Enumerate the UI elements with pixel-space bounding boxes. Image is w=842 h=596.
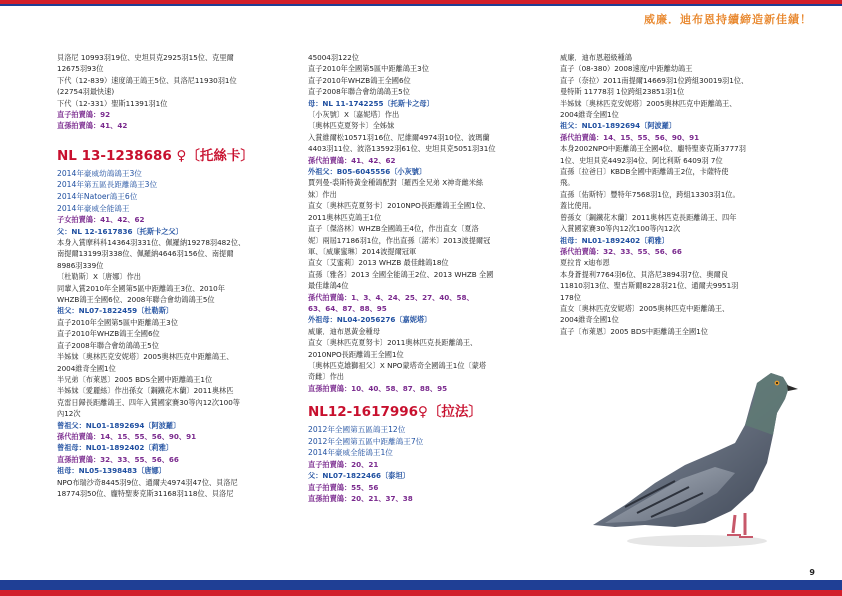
text-line: 直孫〔雅各〕2013 全國全能鴿王2位、2013 WHZB 全國 — [308, 269, 494, 279]
text-line: 曾祖母：NL01-1892402〔莉雅〕 — [57, 443, 174, 453]
text-line: 直子2010年全國第5區中距離鴿王3位 — [308, 64, 429, 74]
text-line: 孫代拍賣鴿：41、42、62 — [308, 155, 396, 165]
text-line: 直子〔布萊恩〕2005 BDS中距離鴿王全國1位 — [560, 326, 708, 336]
text-line: 孫代拍賣鴿：14、15、55、56、90、91 — [560, 132, 700, 142]
text-line: 直子拍賣鴿：20、21 — [308, 459, 379, 469]
right-pedigree — [560, 52, 792, 337]
text-line: 半姊妹〔奧林匹克安妮塔〕2005奧林匹克中距離鴿王、 — [560, 98, 737, 108]
text-line: 母：NL 11-1742255〔托斯卡之母〕 — [308, 98, 434, 108]
text-line: 祖父：NL07-1822459〔杜勒斯〕 — [57, 306, 174, 316]
text-line: 〔奧林匹克雄獅祖父〕X NPO蒙塔奇全國鴿王1位〔蒙塔 — [308, 360, 487, 370]
text-line: 直女〔奧林匹克安妮塔〕2005奧林匹克中距離鴿王、 — [560, 303, 730, 313]
text-line: 直子（奈拉）2011南提爾14669羽1位跨組30019羽1位、 — [560, 75, 749, 85]
text-line: 直子（08-380）2008速度/中距離幼鴿王 — [560, 64, 693, 74]
text-line: 直女〔奧林匹克夏努卡〕2011奧林匹克長距離鴿王、 — [308, 338, 478, 348]
text-line: 直孫拍賣鴿：32、33、55、56、66 — [57, 454, 179, 464]
top-banner — [0, 0, 842, 34]
text-line: 威廉．迪布恩黃金種母 — [308, 326, 380, 336]
text-line: 曾祖父：NL01-1892694〔阿波羅〕 — [57, 420, 181, 430]
text-line: 曾孫女〔鋼鐵花木蘭〕2011奧林匹克長距離鴿王、四年 — [560, 212, 737, 222]
text-line: 63、64、87、88、95 — [308, 303, 387, 313]
text-line: 18774羽50位、龐特聖麥克斯31168羽118位、貝洛尼 — [57, 488, 234, 498]
text-line: (22754羽最快速) — [57, 87, 115, 97]
achievement-line: 2012年全國第五區中距離鴿王7位 — [308, 436, 424, 446]
text-line: 夏拉肯 x迪布恩 — [560, 258, 610, 268]
achievement-line: 2014年豪威全能鴿王1位 — [308, 448, 393, 458]
page-number: 9 — [809, 568, 815, 577]
text-line: 本身蒼提利7764羽6位、貝洛尼3894羽7位、奧爾良 — [560, 269, 728, 279]
text-line: 妹〕作出 — [308, 189, 337, 199]
column-middle — [308, 52, 536, 505]
text-line: 直子2010年WHZB鴿王全國6位 — [308, 75, 411, 85]
text-line: 父：NL07-1822466〔泰坦〕 — [308, 471, 410, 481]
text-line: 同輩入賞2010年全國第5區中距離鴿王3位、2010年 — [57, 283, 225, 293]
text-line: 2004維奇全國1位 — [57, 363, 116, 373]
pigeon-title-toska: NL 13-1238686 ♀〔托絲卡〕 — [57, 147, 254, 164]
text-line: 入賞維爾松10571羽16位、尼維爾4974羽10位、波瑪蘭 — [308, 132, 490, 142]
text-line: 下代（12-331）聖斯11391羽1位 — [57, 98, 168, 108]
text-line: 45004羽122位 — [308, 53, 359, 62]
header-slogan: 威廉．迪布恩持續締造新佳績！ — [644, 13, 812, 26]
text-line: 下代（12-839）速度鴿王鴿王5位、貝洛尼11930羽1位 — [57, 75, 237, 85]
rafa-achievements — [308, 424, 536, 459]
top-blue-stripe — [0, 4, 842, 6]
text-line: 祖母：NL01-1892402〔莉雅〕 — [560, 235, 669, 245]
text-line: 妮〕兩屆17186羽1位，作出直孫〔諾米〕2013波提爾冠 — [308, 235, 491, 245]
bottom-blue-stripe — [0, 580, 842, 590]
toska-achievements — [57, 168, 289, 214]
text-line: 內12次 — [57, 409, 81, 419]
text-line: 直子拍賣鴿：55、56 — [308, 482, 379, 492]
toska-pedigree — [57, 214, 289, 499]
text-line: 11810羽13位、聖吉斯爾8228羽21位、通爾夫9951羽 — [560, 281, 739, 291]
text-line: 〔小灰號〕X〔嘉妮塔〕作出 — [308, 110, 400, 120]
bottom-red-stripe — [0, 590, 842, 596]
text-line: 直子2010年WHZB鴿王全國6位 — [57, 329, 160, 339]
text-line: 孫代拍賣鴿：32、33、55、56、66 — [560, 246, 682, 256]
text-line: 威廉．迪布恩超級種鴿 — [560, 53, 632, 62]
text-line: 178位 — [560, 292, 581, 302]
text-line: 半姊妹〔愛麗絲〕作出孫女〔鋼鐵花木蘭〕2011奧林匹 — [57, 386, 234, 396]
text-line: NPO布瑞沙奇8445羽9位、通爾夫4974羽47位、貝洛尼 — [57, 477, 238, 487]
text-line: 最佳雄鴿4位 — [308, 281, 349, 291]
text-line: 外祖母：NL04-2056276〔嘉妮塔〕 — [308, 315, 432, 325]
achievement-line: 2012年全國第五區鴿王12位 — [308, 425, 406, 435]
text-line: 南提爾13199羽338位、佩羅納4646羽156位、南提爾 — [57, 249, 234, 259]
pigeon-photo — [585, 355, 800, 550]
text-line: 直子2008年聯合會幼鴿鴿王5位 — [57, 340, 159, 350]
text-line: 貝洛尼 10993羽19位、史坦貝克2925羽15位、克里爾 — [57, 53, 234, 62]
left-intro — [57, 52, 289, 132]
text-line: 賈列曼-裘斯特黃金種鴿配對〔羅西全兄弟 X神奇雌米絲 — [308, 178, 484, 188]
text-line: 子女拍賣鴿：41、42、62 — [57, 215, 145, 225]
text-line: 半姊妹〔奧林匹克安妮塔〕2005奧林匹克中距離鴿王、 — [57, 352, 234, 362]
text-line: 直孫拍賣鴿：10、40、58、87、88、95 — [308, 383, 448, 393]
text-line: 8986羽339位 — [57, 260, 104, 270]
text-line: 孫代拍賣鴿：14、15、55、56、90、91 — [57, 431, 197, 441]
text-line: 直孫拍賣鴿：41、42 — [57, 121, 128, 131]
text-line: 父：NL 12-1617836〔托斯卡之父〕 — [57, 226, 183, 236]
text-line: 直子2008年聯合會幼鴿鴿王5位 — [308, 87, 410, 97]
text-line: 直子〔傑洛林〕WHZB全國鴿王4位，作出直女〔夏洛 — [308, 224, 479, 234]
achievement-line: 2014年豪威全能鴿王 — [57, 203, 130, 213]
achievement-line: 2014年豪威幼鴿鴿王3位 — [57, 168, 142, 178]
text-line: 外祖父：B05-6045556〔小灰號〕 — [308, 167, 427, 177]
text-line: 2011奧林匹克鴿王1位 — [308, 212, 382, 222]
text-line: 2010NPO長距離鴿王全國1位 — [308, 349, 404, 359]
text-line: 〔奧林匹克夏努卡〕全姊妹 — [308, 121, 395, 131]
text-line: 直子拍賣鴿：92 — [57, 110, 111, 120]
text-line: 孫代拍賣鴿：1、3、4、24、25、27、40、58、 — [308, 292, 474, 302]
text-line: WHZB鴿王全國6位、2008年聯合會幼鴿鴿王5位 — [57, 295, 215, 305]
text-line: 直子2010年全國第5區中距離鴿王3位 — [57, 317, 178, 327]
column-left — [57, 52, 289, 499]
column-right — [560, 52, 792, 337]
text-line: 直女〔艾蜜莉〕2013 WHZB 最佳雌鴿18位 — [308, 258, 449, 268]
text-line: 祖母：NL05-1398483〔唐娜〕 — [57, 466, 166, 476]
text-line: 直孫〔佑斯特〕豐特年7568羽1位，跨組13303羽1位。 — [560, 189, 740, 199]
achievement-line: 2014年第五區長距離鴿王3位 — [57, 180, 158, 190]
text-line: 曼特斯 11778羽 1位跨組23851羽1位 — [560, 87, 685, 97]
text-line: 半兄弟〔布萊恩〕2005 BDS全國中距離鴿王1位 — [57, 374, 213, 384]
text-line: 直孫拍賣鴿：20、21、37、38 — [308, 494, 413, 504]
pigeon-title-rafa: NL12-1617996♀〔拉法〕 — [308, 404, 482, 421]
text-line: 12675羽93位 — [57, 64, 104, 74]
text-line: 入賞國家賽30等內12次100等內12次 — [560, 224, 681, 234]
rafa-pedigree — [308, 459, 536, 505]
text-line: 本身2002NPO中距離鴿王全國4位、龐特聖麥克斯3777羽 — [560, 144, 746, 154]
text-line: 直孫〔拉爸日〕KBDB全國中距離鴿王2位，卡薩特使 — [560, 167, 729, 177]
text-line: 2004維奇全國1位 — [560, 110, 619, 120]
text-line: 祖父：NL01-1892694〔阿波羅〕 — [560, 121, 677, 131]
text-line: 本身入賞摩科科14364羽331位、佩羅納19278羽482位、 — [57, 238, 246, 248]
text-line: 〔杜勒斯〕X〔唐娜〕作出 — [57, 272, 141, 282]
text-line: 克雷日歸長距離鴿王、四年入賞國家賽30等內12次100等 — [57, 397, 240, 407]
text-line: 飛。 — [560, 178, 575, 188]
text-line: 蓋比使用。 — [560, 201, 596, 211]
achievement-line: 2014年Natoer鴿王6位 — [57, 192, 138, 202]
text-line: 直女〔奧林匹克夏努卡〕2010NPO長距離鴿王全國1位、 — [308, 201, 490, 211]
text-line: 2004維奇全國1位 — [560, 315, 619, 325]
middle-pedigree — [308, 52, 536, 394]
text-line: 1位、史坦貝克4492羽4位、阿比利斯 6409羽 7位 — [560, 155, 723, 165]
text-line: 4403羽11位、波洛13592羽61位、史坦貝克5051羽31位 — [308, 144, 496, 154]
text-line: 奇雌〕作出 — [308, 372, 344, 382]
text-line: 軍、〔威廉蜜琳〕2014波提爾冠軍 — [308, 246, 417, 256]
